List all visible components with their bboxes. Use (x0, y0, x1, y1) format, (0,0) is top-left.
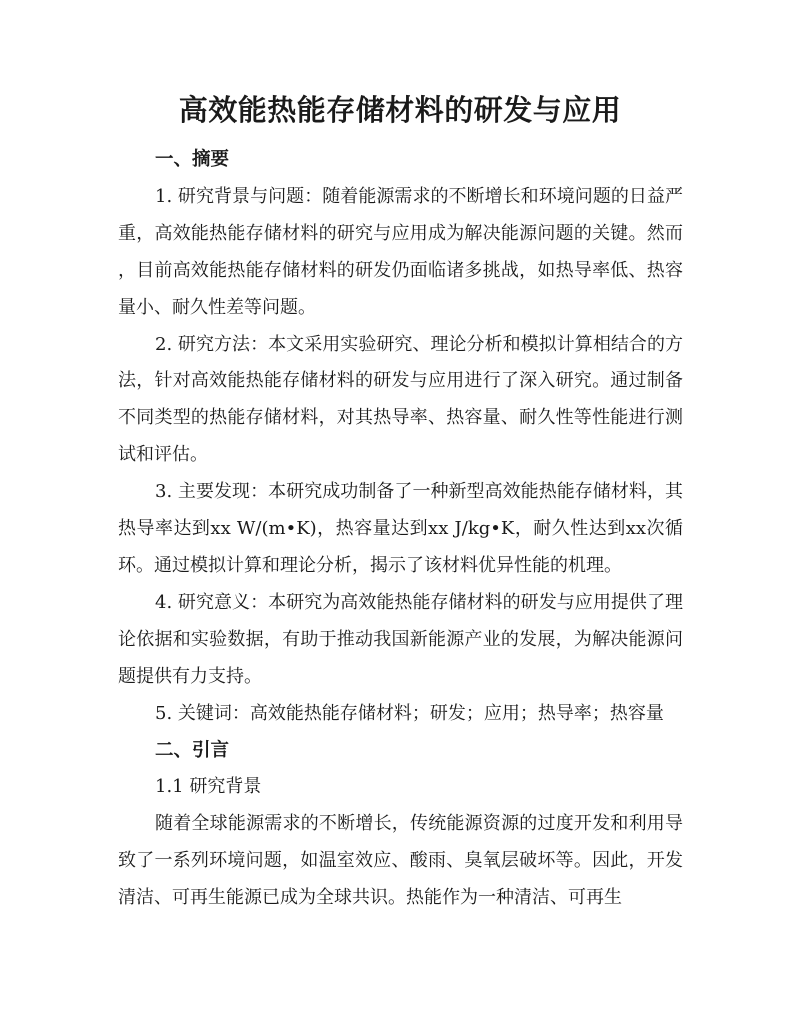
abstract-item-method: 2. 研究方法：本文采用实验研究、理论分析和模拟计算相结合的方法，针对高效能热能存储材料的研发与应用进行了深入研究。通过制备不同类型的热能存储材料，对其热导率、热容量、耐久性等性能进行测试和评估。 (118, 333, 683, 466)
abstract-heading: 一、摘要 (155, 149, 230, 170)
abstract-item-background: 1. 研究背景与问题：随着能源需求的不断增长和环境问题的日益严重，高效能热能存储材料的研究与应用成为解决能源问题的关键。然而，目前高效能热能存储材料的研发仍面临诸多挑战，如热导率低、热容量小、耐久性差等问题。 (118, 185, 683, 318)
introduction-paragraph: 随着全球能源需求的不断增长，传统能源资源的过度开发和利用导致了一系列环境问题，如温室效应、酸雨、臭氧层破坏等。因此，开发清洁、可再生能源已成为全球共识。热能作为一种清洁、可再生 (118, 813, 683, 909)
document-title: 高效能热能存储材料的研发与应用 (178, 93, 622, 127)
abstract-item-significance: 4. 研究意义：本研究为高效能热能存储材料的研发与应用提供了理论依据和实验数据，有助于推动我国新能源产业的发展，为解决能源问题提供有力支持。 (118, 591, 683, 687)
document-body (118, 142, 683, 917)
abstract-item-keywords: 5. 关键词：高效能热能存储材料；研发；应用；热导率；热容量 (155, 702, 664, 724)
introduction-heading: 二、引言 (155, 739, 230, 761)
abstract-item-findings: 3. 主要发现：本研究成功制备了一种新型高效能热能存储材料，其热导率达到xx W/(m•K)，热容量达到xx J/kg•K，耐久性达到xx次循环。通过模拟计算和理论分析，揭示了该材料优异性能的机理。 (118, 481, 683, 576)
introduction-subheading: 1.1 研究背景 (155, 776, 262, 798)
